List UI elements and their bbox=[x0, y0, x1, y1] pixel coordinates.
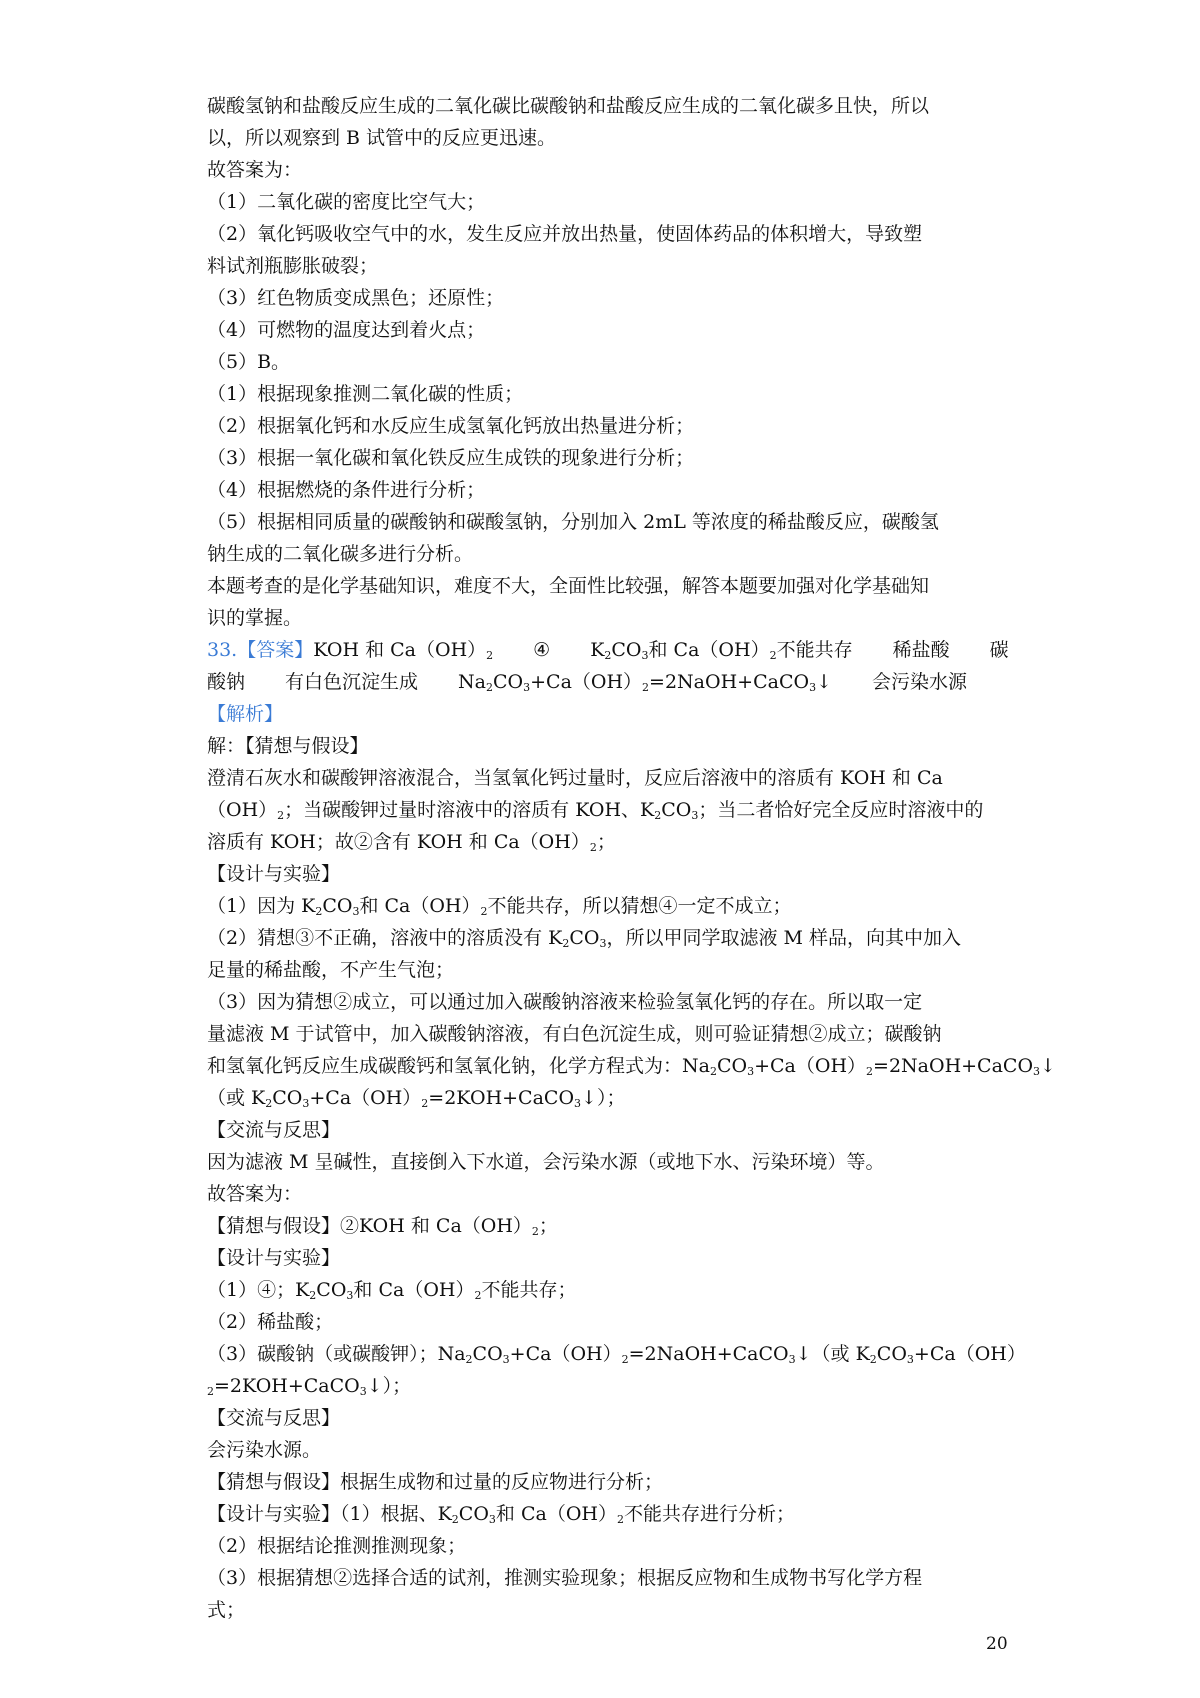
text-line: 故答案为： bbox=[207, 1183, 303, 1205]
answer-3: $K_2CO_3$和 $Ca(OH)_2$不能共存 bbox=[590, 639, 853, 662]
text-line: （2）根据氧化钙和水反应生成氢氧化钙放出热量进分析； bbox=[207, 415, 695, 437]
text-line: （3）根据一氧化碳和氧化铁反应生成铁的现象进行分析； bbox=[207, 447, 695, 469]
answer-1: KOH 和 $Ca(OH)_2$ bbox=[313, 639, 494, 662]
analysis-label: 【解析】 bbox=[207, 703, 284, 725]
text-line: （3）因为猜想②成立，可以通过加入碳酸钠溶液来检验氢氧化钙的存在。所以取一定 bbox=[207, 991, 923, 1013]
text-line: （1）④；$K_2CO_3$和 $Ca(OH)_2$不能共存； bbox=[207, 1279, 577, 1302]
text-line: （4）根据燃烧的条件进行分析； bbox=[207, 479, 486, 501]
text-line: 和氢氧化钙反应生成碳酸钙和氢氧化钠，化学方程式为：$Na_2CO_3+Ca(OH)_2=2NaOH+CaCO_3↓$ bbox=[207, 1055, 1056, 1078]
text-line: 会污染水源。 bbox=[207, 1439, 322, 1461]
text-line: 量滤液 M 于试管中，加入碳酸钠溶液，有白色沉淀生成，则可验证猜想②成立；碳酸钠 bbox=[207, 1023, 942, 1045]
text-line: 【猜想与假设】②KOH 和 $Ca(OH)_2$； bbox=[207, 1215, 558, 1238]
text-line: 识的掌握。 bbox=[207, 607, 303, 629]
text-line: 碳酸氢钠和盐酸反应生成的二氧化碳比碳酸钠和盐酸反应生成的二氧化碳多且快，所以 bbox=[207, 95, 930, 117]
text-line: （2）猜想③不正确，溶液中的溶质没有 $K_2CO_3$，所以甲同学取滤液 M 样品，向其中加入 bbox=[207, 927, 961, 950]
answer-line bbox=[207, 666, 1007, 698]
text-line: （2）根据结论推测推测现象； bbox=[207, 1535, 467, 1557]
section-heading: 【交流与反思】 bbox=[207, 1407, 341, 1429]
text-line: 【猜想与假设】根据生成物和过量的反应物进行分析； bbox=[207, 1471, 664, 1493]
page-number: 20 bbox=[986, 1634, 1008, 1654]
answer-label: 33.【答案】 bbox=[207, 639, 314, 661]
text-line: 料试剂瓶膨胀破裂； bbox=[207, 255, 379, 277]
answer-5a: 碳 bbox=[989, 639, 1009, 661]
answer-5b: 酸钠 bbox=[207, 671, 246, 693]
text-line: （2）氧化钙吸收空气中的水，发生反应并放出热量，使固体药品的体积增大，导致塑 bbox=[207, 223, 923, 245]
text-line: 故答案为： bbox=[207, 159, 303, 181]
text-line: 本题考查的是化学基础知识，难度不大，全面性比较强，解答本题要加强对化学基础知 bbox=[207, 575, 930, 597]
text-line: （3）根据猜想②选择合适的试剂，推测实验现象；根据反应物和生成物书写化学方程 bbox=[207, 1567, 923, 1589]
text-line: （3）碳酸钠（或碳酸钾）；$Na_2CO_3+Ca(OH)_2=2NaOH+CaCO_3↓$（或 $K_2CO_3+Ca(OH)$ bbox=[207, 1343, 1026, 1366]
text-line: 钠生成的二氧化碳多进行分析。 bbox=[207, 543, 474, 565]
text-line: （5）根据相同质量的碳酸钠和碳酸氢钠，分别加入 2mL 等浓度的稀盐酸反应，碳酸氢 bbox=[207, 511, 939, 533]
text-line: $_2$=2KOH+CaCO$_3$↓）； bbox=[207, 1375, 412, 1398]
text-line: （5）B。 bbox=[207, 351, 291, 373]
answer-7: $Na_2CO_3+Ca(OH)_2=2NaOH+CaCO_3↓$ bbox=[458, 671, 832, 694]
text-line: （3）红色物质变成黑色；还原性； bbox=[207, 287, 505, 309]
section-heading: 【设计与实验】 bbox=[207, 863, 341, 885]
answer-8: 会污染水源 bbox=[871, 671, 967, 693]
text-line: 以，所以观察到 B 试管中的反应更迅速。 bbox=[207, 127, 557, 149]
text-line: 解：【猜想与假设】 bbox=[207, 735, 369, 757]
text-line: （2）稀盐酸； bbox=[207, 1311, 334, 1333]
text-line: 溶质有 KOH；故②含有 KOH 和 $Ca(OH)_2$； bbox=[207, 831, 616, 854]
text-line: $(OH)_2$；当碳酸钾过量时溶液中的溶质有 KOH、$K_2CO_3$；当二者恰好完全反应时溶液中的 bbox=[207, 799, 984, 822]
answer-2: ④ bbox=[533, 639, 551, 661]
text-line: （4）可燃物的温度达到着火点； bbox=[207, 319, 486, 341]
section-heading: 【交流与反思】 bbox=[207, 1119, 341, 1141]
page-content bbox=[207, 90, 1056, 1626]
text-line: 足量的稀盐酸，不产生气泡； bbox=[207, 959, 455, 981]
text-line: （或 $K_2CO_3+Ca(OH)_2=2KOH+CaCO_3↓$）； bbox=[207, 1087, 626, 1110]
answer-4: 稀盐酸 bbox=[892, 639, 950, 661]
text-line: 澄清石灰水和碳酸钾溶液混合，当氢氧化钙过量时，反应后溶液中的溶质有 KOH 和 Ca bbox=[207, 767, 943, 789]
text-line: 式； bbox=[207, 1599, 246, 1621]
text-line: （1）二氧化碳的密度比空气大； bbox=[207, 191, 486, 213]
answer-line bbox=[207, 634, 1007, 666]
text-line: 因为滤液 M 呈碱性，直接倒入下水道，会污染水源（或地下水、污染环境）等。 bbox=[207, 1151, 885, 1173]
answer-6: 有白色沉淀生成 bbox=[285, 671, 419, 693]
text-line: （1）因为 $K_2CO_3$和 $Ca(OH)_2$不能共存，所以猜想④一定不成立； bbox=[207, 895, 792, 918]
text-line: 【设计与实验】（1）根据、$K_2CO_3$和 $Ca(OH)_2$不能共存进行分析； bbox=[207, 1503, 795, 1526]
text-line: （1）根据现象推测二氧化碳的性质； bbox=[207, 383, 524, 405]
section-heading: 【设计与实验】 bbox=[207, 1247, 341, 1269]
